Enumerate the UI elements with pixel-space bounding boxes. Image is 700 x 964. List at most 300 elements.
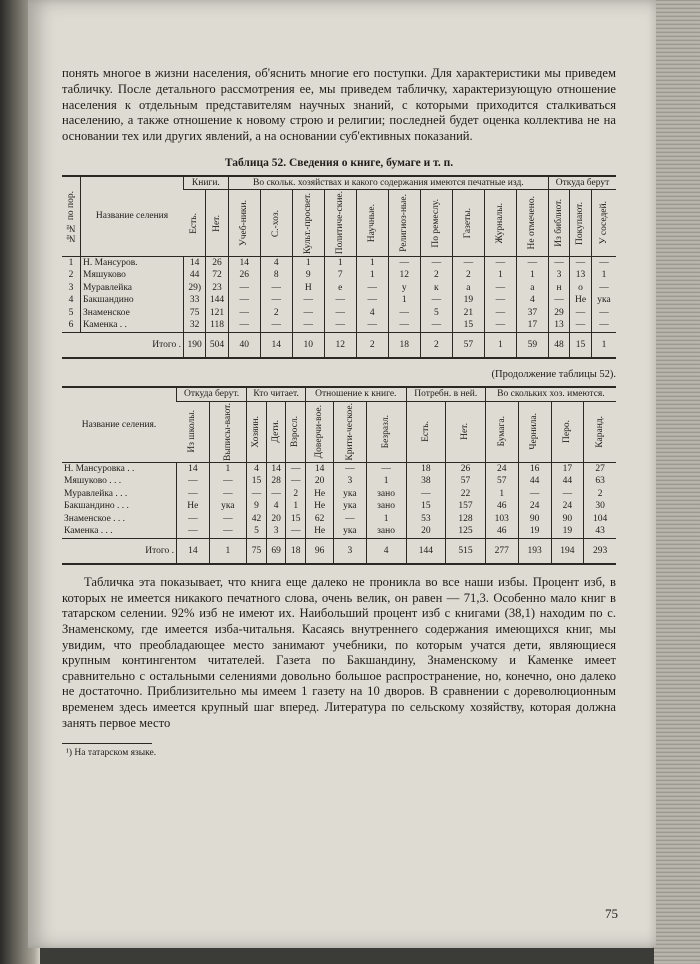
total-cell: 3 (334, 538, 366, 564)
total-cell: 40 (228, 332, 260, 358)
table-cell: 33 (184, 294, 206, 307)
table-cell: 29) (184, 282, 206, 295)
col-header-label: Из школы. (187, 410, 198, 453)
table-cell: 4 (260, 256, 292, 269)
table-cell: ука (334, 525, 366, 538)
table-cell: 19 (551, 525, 584, 538)
table-cell: — (548, 256, 569, 269)
total-cell: 14 (177, 538, 210, 564)
table-cell: — (177, 475, 210, 488)
table-cell: 24 (485, 462, 518, 475)
table-cell: — (570, 307, 592, 320)
col-header-label: Крити-ческое. (344, 402, 355, 461)
table-cell: зано (366, 500, 406, 513)
total-cell: 15 (570, 332, 592, 358)
table-cell: 7 (324, 269, 356, 282)
table-cell: ука (209, 500, 247, 513)
table-cell: а (452, 282, 484, 295)
total-label: Итого . (62, 538, 177, 564)
table-cell: 3 (266, 525, 286, 538)
col-header (591, 190, 616, 256)
table-cell: 20 (306, 475, 334, 488)
table-cell: 29 (548, 307, 569, 320)
col-header-label: Религиоз-ные. (399, 194, 410, 253)
group-header-books: Книги. (184, 176, 229, 190)
total-cell: 14 (260, 332, 292, 358)
total-cell: 277 (485, 538, 518, 564)
table-cell: — (177, 525, 210, 538)
table-cell: 1 (292, 256, 324, 269)
table-cell: 1 (356, 256, 388, 269)
table-cell: 26 (446, 462, 486, 475)
table-cell: 14 (266, 462, 286, 475)
table-cell: Не (306, 488, 334, 501)
table-cell: 90 (551, 513, 584, 526)
col-header-label: Политиче-ские. (335, 191, 346, 255)
table-cell: н (548, 282, 569, 295)
table-cell: 3 (548, 269, 569, 282)
table-cell: — (209, 513, 247, 526)
table-cell: ука (591, 294, 616, 307)
table-cell: 3 (334, 475, 366, 488)
table-cell: к (420, 282, 452, 295)
table-cell: 15 (286, 513, 306, 526)
books-table (62, 175, 616, 359)
village-name: Знаменское (81, 307, 184, 320)
table-cell: 15 (452, 319, 484, 332)
col-header (266, 401, 286, 462)
table-cell: 14 (177, 462, 210, 475)
col-header (334, 401, 366, 462)
col-header-label: Учеб-ники. (238, 200, 249, 247)
table-cell: зано (366, 488, 406, 501)
total-cell: 12 (324, 332, 356, 358)
col-header (260, 190, 292, 256)
total-label: Итого . (62, 332, 184, 358)
col-header-label: Каранд. (594, 415, 605, 448)
table-cell: 18 (406, 462, 446, 475)
total-cell: 10 (292, 332, 324, 358)
col-header-label: Дети. (270, 420, 281, 443)
table-cell: 103 (485, 513, 518, 526)
row-number: 5 (68, 307, 74, 318)
col-header-label: Журналы. (495, 202, 506, 244)
table-cell: Не (306, 500, 334, 513)
total-cell: 75 (247, 538, 267, 564)
table-cell: 1 (324, 256, 356, 269)
total-cell: 2 (356, 332, 388, 358)
table-cell: 17 (516, 319, 548, 332)
total-cell: 515 (446, 538, 486, 564)
col-header (485, 401, 518, 462)
table-cell: Н (292, 282, 324, 295)
page-content (62, 66, 616, 758)
table-cell: — (356, 294, 388, 307)
table-cell: 1 (485, 488, 518, 501)
total-cell: 190 (184, 332, 206, 358)
col-header (247, 401, 267, 462)
total-cell: 293 (584, 538, 616, 564)
table-cell: 75 (184, 307, 206, 320)
table-cell: 9 (247, 500, 267, 513)
body-paragraph: Табличка эта показывает, что книга еще далеко не проникла во все наши избы. Процент изб, в которых не имеется никакого печатного слова, очень велик, он равен — 71,3. Особенно мало книг в татарском селении. 92% изб не имеют их. Наибольший процент изб с книгами (38,1) находим по с. Знаменскому, где имеется изба-читальня. Касаясь внутреннего содержания имеющихся книг, мы увидим, что преобладающее место занимают учебники, по которым учатся дети, являющиеся крупным контингентом читателей. Газета по Бакшандину, Знаменскому и Каменке имеет сравнительно с остальными селениями довольно большое распространение, но, конечно, оно далеко не достаточно. Приблизительно мы имеем 1 газету на 10 дворов. В сравнении с дореволюционным временем здесь имеется крупный шаг вперед. Литература по сельскому хозяйству, которая должна занять первое место (62, 575, 616, 730)
table-cell: 19 (452, 294, 484, 307)
table-cell: — (591, 282, 616, 295)
table-row (62, 282, 616, 295)
total-cell: 504 (206, 332, 228, 358)
table-cell: 26 (228, 269, 260, 282)
col-header-label: Выписы-вают. (222, 402, 233, 461)
table-cell: 37 (516, 307, 548, 320)
table-cell: — (209, 525, 247, 538)
group-header: Отношение к книге. (306, 387, 407, 401)
table-cell: 63 (584, 475, 616, 488)
col-header-label: Доверчи-вое. (314, 405, 325, 459)
table-cell: — (209, 475, 247, 488)
book-page (28, 0, 656, 948)
table-cell: 22 (446, 488, 486, 501)
col-header-label: Взросл. (290, 416, 301, 448)
table-cell: 13 (570, 269, 592, 282)
table-cell: — (356, 319, 388, 332)
total-cell: 48 (548, 332, 569, 358)
col-header (551, 401, 584, 462)
table-cell: у (388, 282, 420, 295)
table-cell: 23 (206, 282, 228, 295)
table-row (62, 525, 616, 538)
table-cell: 13 (548, 319, 569, 332)
total-cell: 69 (266, 538, 286, 564)
table-cell: Не (570, 294, 592, 307)
table-cell: — (388, 256, 420, 269)
table-cell: 42 (247, 513, 267, 526)
table-cell: — (516, 256, 548, 269)
row-number: 3 (68, 282, 74, 293)
total-cell: 1 (484, 332, 516, 358)
col-header-label: Бумага. (496, 416, 507, 447)
table-cell: — (324, 319, 356, 332)
table-cell: — (286, 475, 306, 488)
table-cell: — (388, 307, 420, 320)
table-cell: 14 (184, 256, 206, 269)
table-cell: о (570, 282, 592, 295)
table-cell: 20 (266, 513, 286, 526)
table-cell: — (388, 319, 420, 332)
col-header-label: По ремеслу. (431, 198, 442, 248)
table-cell: 1 (366, 513, 406, 526)
table-cell: — (366, 462, 406, 475)
col-header-number: №№ по пор. (65, 190, 76, 243)
table-cell: — (324, 307, 356, 320)
page-number: 75 (605, 906, 618, 921)
col-header-label: Газеты. (463, 207, 474, 239)
table-cell: 12 (388, 269, 420, 282)
total-cell: 1 (209, 538, 247, 564)
table-continuation-label: (Продолжение таблицы 52). (491, 369, 616, 381)
table-row (62, 256, 616, 269)
table-cell: — (484, 307, 516, 320)
table-row (62, 319, 616, 332)
table-row (62, 462, 616, 475)
table-cell: 32 (184, 319, 206, 332)
col-header (420, 190, 452, 256)
col-header (584, 401, 616, 462)
table-cell: 1 (286, 500, 306, 513)
col-header-label: Есть. (420, 421, 431, 443)
table-cell: — (420, 294, 452, 307)
col-header-label: Чернила. (529, 413, 540, 451)
table-cell: 121 (206, 307, 228, 320)
table-cell: — (292, 319, 324, 332)
table-cell: 8 (260, 269, 292, 282)
table-cell: — (452, 256, 484, 269)
table-cell: 1 (516, 269, 548, 282)
col-header (286, 401, 306, 462)
col-header (177, 401, 210, 462)
row-number: 1 (68, 257, 74, 268)
table-cell: 15 (406, 500, 446, 513)
table-cell: — (420, 256, 452, 269)
col-header (306, 401, 334, 462)
village-name: Н. Мансуровка . . (64, 463, 135, 474)
col-header-label: Научные. (367, 204, 378, 243)
table-cell: 44 (551, 475, 584, 488)
table-cell: 4 (266, 500, 286, 513)
table-cell: 128 (446, 513, 486, 526)
table-cell: 2 (420, 269, 452, 282)
col-header-village: Название селения. (81, 419, 157, 430)
table-row (62, 294, 616, 307)
col-header-village: Название селения (95, 211, 169, 222)
total-cell: 193 (518, 538, 551, 564)
table-cell: 1 (209, 462, 247, 475)
intro-paragraph: понять многое в жизни населения, об'яснить многие его поступки. Для характеристики мы приведем табличку. После детального рассмотрения ее, мы приведем табличку, характеризующую отношение населения к отдельным представителям научных знаний, с которыми приходится сталкиваться населению, а также отношение к новому строю и религии; последней будет оценка коллектива не на основании тех или других явлений, а на основании суб'ективных показаний. (62, 66, 616, 144)
total-cell: 144 (406, 538, 446, 564)
col-header (452, 190, 484, 256)
table-cell: 2 (452, 269, 484, 282)
table-cell: — (551, 488, 584, 501)
table-cell: а (516, 282, 548, 295)
total-cell: 18 (388, 332, 420, 358)
total-cell: 59 (516, 332, 548, 358)
table-cell: — (591, 319, 616, 332)
col-header-label: Перо. (562, 420, 573, 444)
col-header (206, 190, 228, 256)
table-cell: 4 (247, 462, 267, 475)
table-cell: — (286, 462, 306, 475)
village-name: Каменка . . . (64, 526, 113, 537)
table-cell: — (177, 488, 210, 501)
total-cell: 18 (286, 538, 306, 564)
table-cell: 15 (247, 475, 267, 488)
table-cell: — (548, 294, 569, 307)
table-cell: 26 (206, 256, 228, 269)
table-cell: Не (177, 500, 210, 513)
table-caption: Таблица 52. Сведения о книге, бумаге и т. п. (224, 156, 454, 169)
col-header-label: Нет. (211, 214, 222, 232)
total-cell: 1 (591, 332, 616, 358)
village-name: Мяшуково . . . (64, 476, 122, 487)
table-cell: — (260, 294, 292, 307)
table-cell: — (406, 488, 446, 501)
table-cell: ука (334, 488, 366, 501)
table-cell: — (266, 488, 286, 501)
village-name: Н. Мансуров. (81, 256, 184, 269)
table-cell: — (292, 294, 324, 307)
col-header (356, 190, 388, 256)
col-header-label: Безразл. (380, 415, 391, 449)
table-cell: — (356, 282, 388, 295)
books-table-continued (62, 386, 616, 565)
col-header (516, 190, 548, 256)
col-header (184, 190, 206, 256)
table-cell: — (334, 513, 366, 526)
table-cell: — (177, 513, 210, 526)
col-header-label: С.-хоз. (270, 209, 281, 237)
table-cell: 44 (184, 269, 206, 282)
table-cell: — (260, 319, 292, 332)
table-cell: — (334, 462, 366, 475)
group-header-content: Во скольк. хозяйствах и какого содержания имеются печатные изд. (228, 176, 548, 190)
table-cell: 2 (260, 307, 292, 320)
col-header-label: У соседей. (598, 201, 609, 245)
table-cell: зано (366, 525, 406, 538)
col-header-label: Хозяин. (251, 415, 262, 448)
village-name: Каменка . . (81, 319, 184, 332)
table-cell: 1 (356, 269, 388, 282)
table-cell: 144 (206, 294, 228, 307)
table-cell: — (324, 294, 356, 307)
village-name: Муравлейка (81, 282, 184, 295)
table-cell: 14 (306, 462, 334, 475)
col-header (446, 401, 486, 462)
village-name: Мяшуково (81, 269, 184, 282)
row-number: 2 (68, 270, 74, 281)
table-cell: — (570, 256, 592, 269)
table-cell: — (484, 256, 516, 269)
village-name: Знаменское . . . (64, 513, 126, 524)
table-cell: 46 (485, 525, 518, 538)
table-cell: 9 (292, 269, 324, 282)
table-cell: 2 (286, 488, 306, 501)
table-cell: — (484, 294, 516, 307)
table-cell: 5 (247, 525, 267, 538)
col-header-label: Нет. (460, 423, 471, 441)
footnote-divider (62, 743, 152, 744)
total-cell: 4 (366, 538, 406, 564)
table-cell: — (292, 307, 324, 320)
village-name: Бакшандино (81, 294, 184, 307)
table-cell: — (228, 307, 260, 320)
table-cell: — (484, 319, 516, 332)
col-header (518, 401, 551, 462)
table-cell: 72 (206, 269, 228, 282)
total-cell: 96 (306, 538, 334, 564)
table-cell: 28 (266, 475, 286, 488)
group-header: Потребн. в ней. (406, 387, 485, 401)
table-cell: — (260, 282, 292, 295)
table-cell: 38 (406, 475, 446, 488)
table-cell: 17 (551, 462, 584, 475)
total-row (62, 332, 616, 358)
col-header-label: Культ.-просвет. (303, 192, 313, 254)
table-cell: — (286, 525, 306, 538)
table-cell: 20 (406, 525, 446, 538)
table-cell: 2 (584, 488, 616, 501)
table-cell: 125 (446, 525, 486, 538)
col-header-label: Из библиот. (553, 199, 564, 247)
table-cell: 57 (446, 475, 486, 488)
table-cell: 1 (591, 269, 616, 282)
table-cell: — (228, 319, 260, 332)
table-cell: 46 (485, 500, 518, 513)
group-header: Откуда берут. (177, 387, 247, 401)
table-cell: 1 (388, 294, 420, 307)
total-cell: 2 (420, 332, 452, 358)
table-cell: — (484, 282, 516, 295)
table-cell: 27 (584, 462, 616, 475)
table-cell: Не (306, 525, 334, 538)
col-header (570, 190, 592, 256)
table-cell: — (209, 488, 247, 501)
col-header (324, 190, 356, 256)
group-header-source: Откуда берут (548, 176, 616, 190)
table-cell: 21 (452, 307, 484, 320)
table-cell: 24 (518, 500, 551, 513)
col-header (366, 401, 406, 462)
total-cell: 57 (452, 332, 484, 358)
col-header-label: Не отмечено. (527, 196, 538, 250)
table-row (62, 269, 616, 282)
table-row (62, 513, 616, 526)
table-cell: — (247, 488, 267, 501)
row-number: 4 (68, 295, 74, 306)
table-cell: 1 (366, 475, 406, 488)
table-cell: 62 (306, 513, 334, 526)
table-cell: 5 (420, 307, 452, 320)
table-cell: 43 (584, 525, 616, 538)
col-header (388, 190, 420, 256)
table-cell: 157 (446, 500, 486, 513)
table-cell: 16 (518, 462, 551, 475)
col-header (548, 190, 569, 256)
table-row (62, 500, 616, 513)
group-header: Во скольких хоз. имеются. (485, 387, 616, 401)
table-cell: — (591, 307, 616, 320)
table-cell: — (591, 256, 616, 269)
table-cell: 30 (584, 500, 616, 513)
table-cell: 4 (356, 307, 388, 320)
table-cell: — (570, 319, 592, 332)
village-name: Муравлейка . . . (64, 488, 128, 499)
col-header-label: Покупают. (575, 201, 586, 245)
group-header: Кто читает. (247, 387, 306, 401)
col-header (292, 190, 324, 256)
table-cell: — (518, 488, 551, 501)
table-cell: — (420, 319, 452, 332)
total-cell: 194 (551, 538, 584, 564)
total-row (62, 538, 616, 564)
col-header (406, 401, 446, 462)
table-row (62, 307, 616, 320)
col-header (209, 401, 247, 462)
table-cell: 19 (518, 525, 551, 538)
col-header-label: Есть. (189, 212, 200, 234)
table-row (62, 475, 616, 488)
table-cell: 118 (206, 319, 228, 332)
table-cell: 44 (518, 475, 551, 488)
book-page-stack (654, 0, 700, 964)
